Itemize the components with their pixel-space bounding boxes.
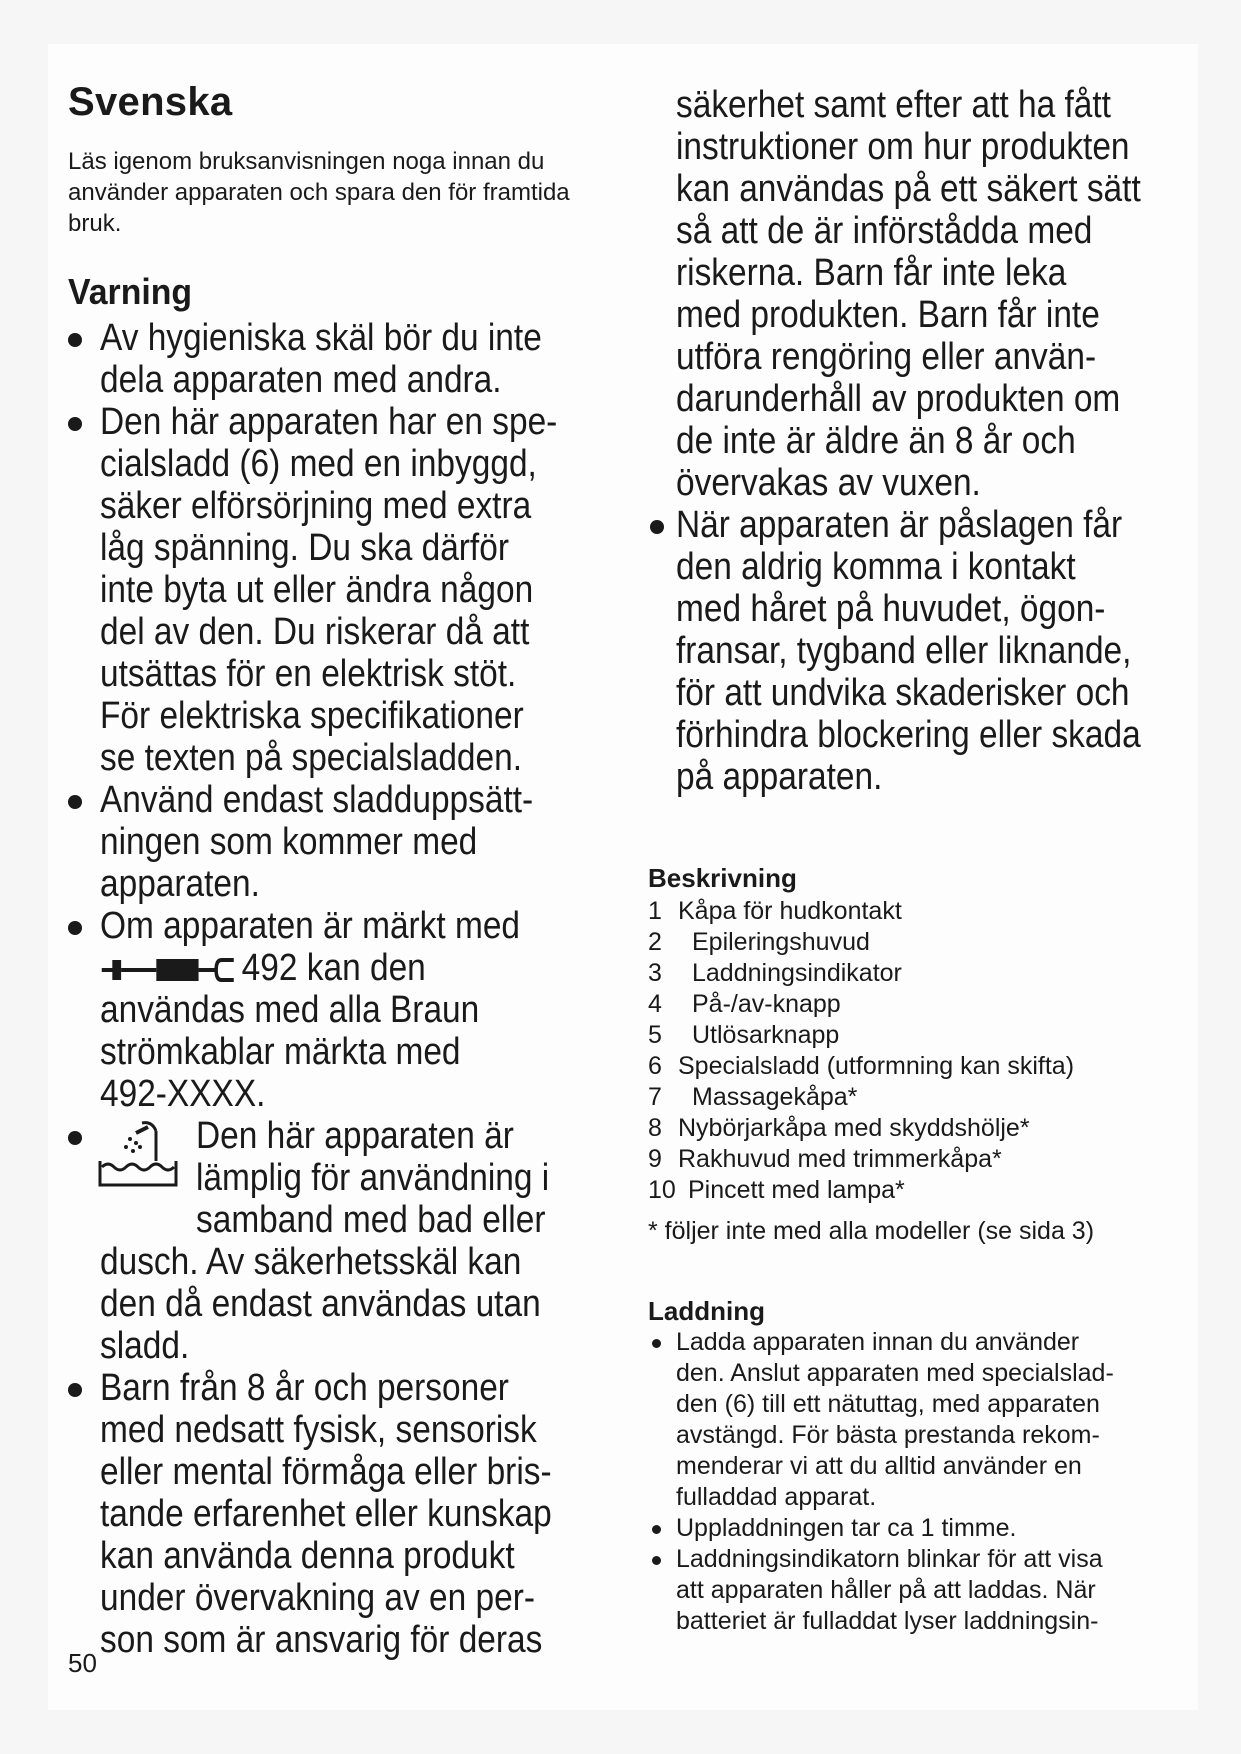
shower-bath-icon	[96, 1117, 180, 1193]
warning-item-cord: Den här apparaten har en spe- cialsladd (6) med en inbyggd, säker elförsörjning med extra låg spänning. Du ska därför inte byta ut eller ändra någon del av den. Du riskerar då att utsättas för en elektrisk stöt. För elektriska specifikationer se texten på specialsladden.	[68, 401, 608, 779]
part-item: 8 Nybörjarkåpa med skyddshölje*	[648, 1114, 1030, 1142]
part-item: 6 Specialsladd (utformning kan skifta)	[648, 1052, 1075, 1080]
charging-item: Ladda apparaten innan du använder den. Anslut apparaten med specialslad- den (6) till ett nätuttag, med apparaten avstängd. För bästa prestanda rekom- menderar vi att du alltid använder en fulladdad apparat.	[648, 1327, 1188, 1513]
left-column	[68, 78, 608, 1661]
intro-paragraph: Läs igenom bruksanvisningen noga innan du använder apparaten och spara den för framtida bruk.	[68, 148, 570, 237]
parts-list	[648, 896, 1188, 1206]
part-item: 3 Laddningsindikator	[648, 959, 902, 987]
part-item: 5 Utlösarknapp	[648, 1021, 840, 1049]
part-item: 4 På-/av-knapp	[648, 990, 841, 1018]
description-heading: Beskrivning	[648, 863, 797, 893]
warning-item-braun-cord: Om apparaten är märkt med 492 kan den användas med alla Braun strömkablar märkta med 492-XXXX.	[68, 905, 608, 1115]
warning-item-cordset: Använd endast sladduppsätt- ningen som kommer med apparaten.	[68, 779, 608, 905]
warning-item-hair: När apparaten är påslagen får den aldrig komma i kontakt med håret på huvudet, ögon- fransar, tygband eller liknande, för att undvika skaderisker och förhindra blockering eller skada på apparaten.	[648, 504, 1188, 798]
part-item: 7 Massagekåpa*	[648, 1083, 858, 1111]
footnote: * följer inte med alla modeller (se sida 3)	[648, 1217, 1095, 1245]
bullet-dot	[68, 1131, 82, 1145]
bullet-dot	[652, 1525, 661, 1534]
language-title: Svenska	[68, 80, 233, 124]
charging-item: Laddningsindikatorn blinkar för att visa att apparaten håller på att laddas. När batteriet är fulladdat lyser laddningsin-	[648, 1544, 1188, 1637]
charging-heading: Laddning	[648, 1296, 765, 1326]
bullet-dot	[68, 795, 82, 809]
power-cord-icon	[100, 955, 236, 985]
bullet-dot	[650, 520, 664, 534]
right-column	[648, 84, 1188, 1637]
part-item: 1 Kåpa för hudkontakt	[648, 897, 902, 925]
warning-item-hygiene: Av hygieniska skäl bör du inte dela apparaten med andra.	[68, 317, 608, 401]
bullet-dot	[68, 921, 82, 935]
children-continued: säkerhet samt efter att ha fått instruktioner om hur produkten kan användas på ett säkert sätt så att de är införstådda med riskerna. Barn får inte leka med produkten. Barn får inte utföra rengöring eller använ- darunderhåll av produkten om de inte är äldre än 8 år och övervakas av vuxen.	[676, 84, 1141, 504]
part-item: 10 Pincett med lampa*	[648, 1176, 905, 1204]
part-item: 2 Epileringshuvud	[648, 928, 870, 956]
hair-warning	[648, 504, 1188, 798]
bullet-dot	[68, 417, 82, 431]
bullet-dot	[68, 333, 82, 347]
bullet-dot	[652, 1339, 661, 1348]
warning-list	[68, 317, 608, 1661]
part-item: 9 Rakhuvud med trimmerkåpa*	[648, 1145, 1002, 1173]
bullet-dot	[68, 1383, 82, 1397]
warning-heading: Varning	[68, 271, 193, 312]
charging-list	[648, 1327, 1188, 1637]
charging-item: Uppladdningen tar ca 1 timme.	[648, 1513, 1188, 1544]
warning-item-children: Barn från 8 år och personer med nedsatt fysisk, sensorisk eller mental förmåga eller bris- tande erfarenhet eller kunskap kan använda denna produkt under övervakning av en per- son som är ansvarig för deras	[68, 1367, 608, 1661]
page-number: 50	[68, 1648, 97, 1678]
description-section	[648, 862, 1188, 1247]
charging-section	[648, 1295, 1188, 1637]
bullet-dot	[652, 1556, 661, 1565]
warning-item-bath: Den här apparaten är lämplig för användning i samband med bad eller dusch. Av säkerhetsskäl kan den då endast användas utan sladd.	[68, 1115, 608, 1367]
